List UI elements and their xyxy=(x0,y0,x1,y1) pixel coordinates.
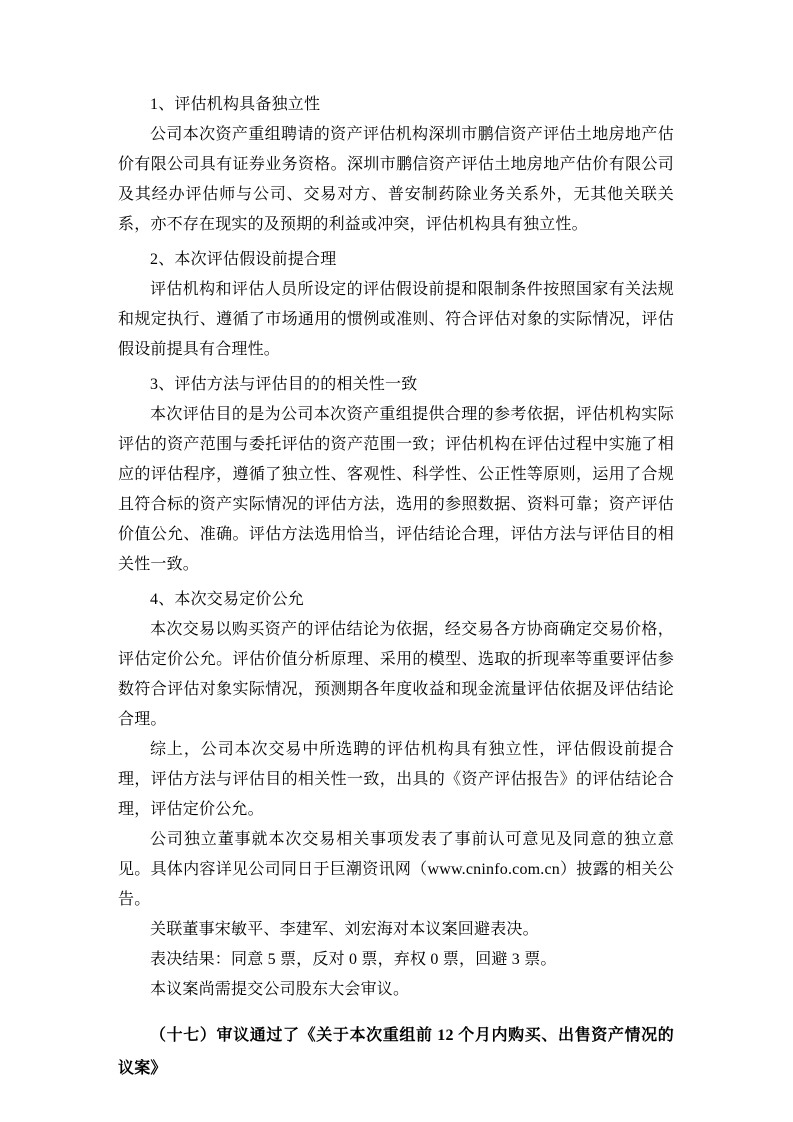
shareholder-meeting-line: 本议案尚需提交公司股东大会审议。 xyxy=(150,981,410,998)
numbered-item-4-heading: 4、本次交易定价公允 xyxy=(150,591,305,608)
independent-directors-paragraph: 公司独立董事就本次交易相关事项发表了事前认可意见及同意的独立意见。具体内容详见公司同日于巨潮资讯网（www.cninfo.com.cn）披露的相关公告。 xyxy=(118,831,674,908)
item-3-body: 本次评估目的是为公司本次资产重组提供合理的参考依据，评估机构实际评估的资产范围与委托评估的资产范围一致；评估机构在评估过程中实施了相应的评估程序，遵循了独立性、客观性、科学性、公正性等原则，运用了合规且符合标的资产实际情况的评估方法，选用的参照数据、资料可靠；资产评估价值公允、准确。评估方法选用恰当，评估结论合理，评估方法与评估目的相关性一致。 xyxy=(118,406,674,573)
item-2-body: 评估机构和评估人员所设定的评估假设前提和限制条件按照国家有关法规和规定执行、遵循了市场通用的惯例或准则、符合评估对象的实际情况，评估假设前提具有合理性。 xyxy=(118,281,674,358)
document-body xyxy=(118,90,674,1085)
numbered-item-3-heading: 3、评估方法与评估目的的相关性一致 xyxy=(150,376,418,393)
voting-result-line: 表决结果：同意 5 票，反对 0 票，弃权 0 票，回避 3 票。 xyxy=(150,951,557,968)
numbered-item-1-heading: 1、评估机构具备独立性 xyxy=(150,96,321,113)
item-4-body: 本次交易以购买资产的评估结论为依据，经交易各方协商确定交易价格，评估定价公允。评估价值分析原理、采用的模型、选取的折现率等重要评估参数符合评估对象实际情况，预测期各年度收益和现金流量评估依据及评估结论合理。 xyxy=(118,621,674,728)
related-directors-abstain-line: 关联董事宋敏平、李建军、刘宏海对本议案回避表决。 xyxy=(150,921,539,938)
summary-paragraph: 综上，公司本次交易中所选聘的评估机构具有独立性，评估假设前提合理，评估方法与评估目的相关性一致，出具的《资产评估报告》的评估结论合理，评估定价公允。 xyxy=(118,741,674,818)
numbered-item-2-heading: 2、本次评估假设前提合理 xyxy=(150,251,337,268)
item-1-body: 公司本次资产重组聘请的资产评估机构深圳市鹏信资产评估土地房地产估价有限公司具有证券业务资格。深圳市鹏信资产评估土地房地产估价有限公司及其经办评估师与公司、交易对方、普安制药除业务关系外，无其他关联关系，亦不存在现实的及预期的利益或冲突，评估机构具有独立性。 xyxy=(118,126,674,233)
section-17-heading: （十七）审议通过了《关于本次重组前 12 个月内购买、出售资产情况的议案》 xyxy=(118,1027,674,1077)
